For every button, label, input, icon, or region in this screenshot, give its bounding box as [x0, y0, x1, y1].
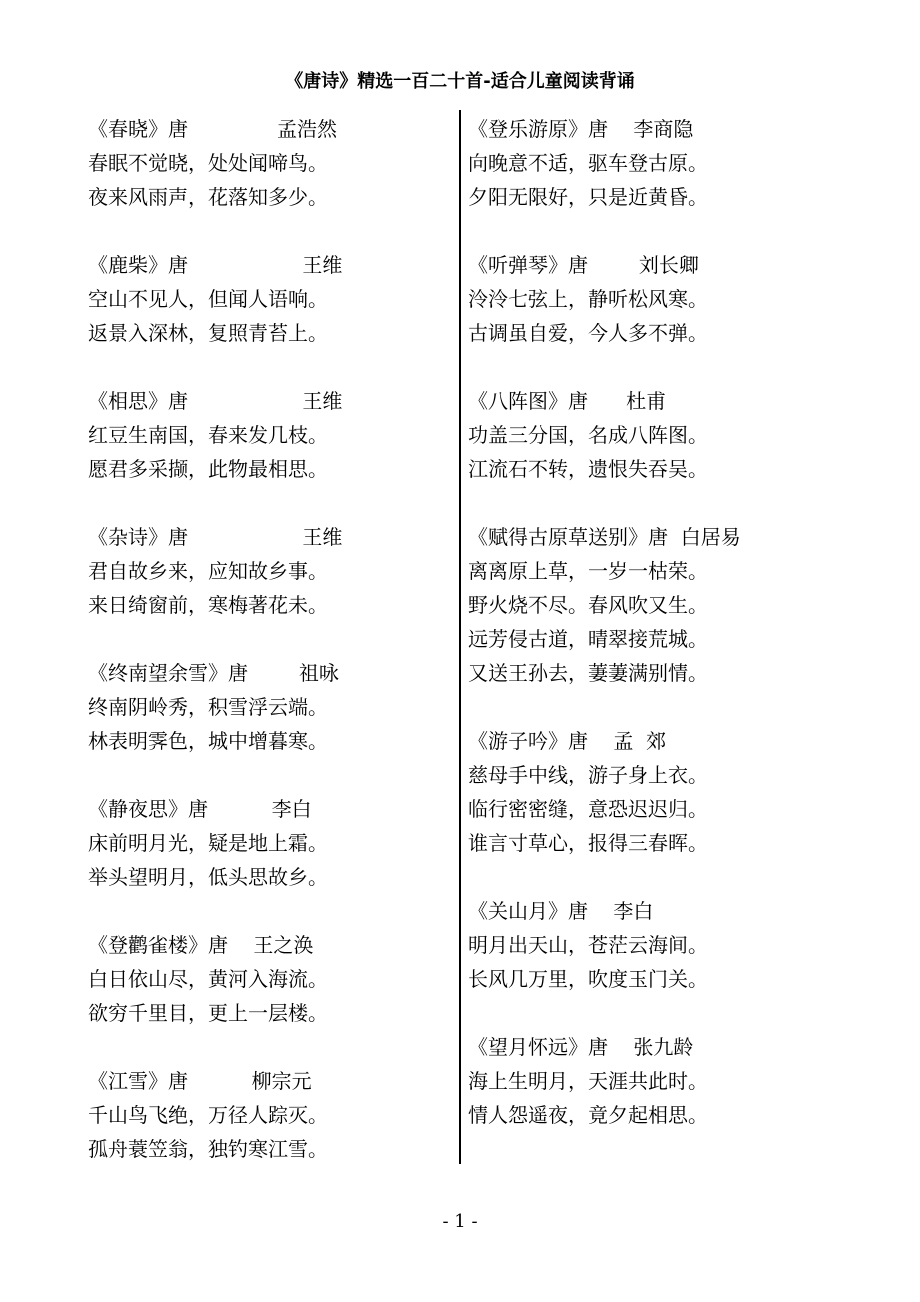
poem-line: 远芳侵古道，晴翠接荒城。	[468, 627, 708, 651]
poem-header: 《杂诗》唐 王维	[88, 525, 343, 549]
poem	[468, 384, 828, 486]
poem-header: 《相思》唐 王维	[88, 389, 343, 413]
poem-header: 《静夜思》唐 李白	[88, 797, 312, 821]
poem	[88, 928, 448, 1030]
poem-line: 离离原上草，一岁一枯荣。	[468, 559, 708, 583]
poem-header: 《春晓》唐 孟浩然	[88, 117, 338, 141]
poem-line: 海上生明月，天涯共此时。	[468, 1069, 708, 1093]
poem-header: 《鹿柴》唐 王维	[88, 253, 343, 277]
poem-line: 功盖三分国，名成八阵图。	[468, 423, 708, 447]
poem	[88, 792, 448, 894]
poem-header: 《八阵图》唐 杜甫	[468, 389, 667, 413]
poem-header: 《游子吟》唐 孟 郊	[468, 729, 667, 753]
poem-line: 长风几万里，吹度玉门关。	[468, 967, 708, 991]
poem	[88, 1064, 448, 1166]
poem	[468, 248, 828, 350]
poem-line: 野火烧不尽。春风吹又生。	[468, 593, 708, 617]
poem-header: 《登鹳雀楼》唐 王之涣	[88, 933, 314, 957]
poem-line: 举头望明月，低头思故乡。	[88, 865, 328, 889]
poem	[88, 520, 448, 622]
page-title: 《唐诗》精选一百二十首-适合儿童阅读背诵	[285, 71, 635, 92]
poem-line: 床前明月光，疑是地上霜。	[88, 831, 328, 855]
poem	[468, 724, 828, 860]
poem-line: 又送王孙去，萋萋满别情。	[468, 661, 708, 685]
poem-header: 《江雪》唐 柳宗元	[88, 1069, 312, 1093]
poem-line: 情人怨遥夜，竟夕起相思。	[468, 1103, 708, 1127]
poem	[468, 1030, 828, 1132]
poem-line: 春眠不觉晓，处处闻啼鸟。	[88, 151, 328, 175]
poem-header: 《终南望余雪》唐 祖咏	[88, 661, 339, 685]
left-column	[88, 112, 448, 1200]
page-number: - 1 -	[442, 1211, 478, 1232]
poem-header: 《赋得古原草送别》唐 白居易	[468, 525, 741, 549]
poem-line: 泠泠七弦上，静听松风寒。	[468, 287, 708, 311]
poem	[88, 656, 448, 758]
poem-header: 《听弹琴》唐 刘长卿	[468, 253, 699, 277]
poem-line: 欲穷千里目，更上一层楼。	[88, 1001, 328, 1025]
poem-line: 夕阳无限好，只是近黄昏。	[468, 185, 708, 209]
poem-line: 白日依山尽，黄河入海流。	[88, 967, 328, 991]
poem-line: 向晚意不适，驱车登古原。	[468, 151, 708, 175]
right-column	[468, 112, 828, 1166]
poem-line: 返景入深林，复照青苔上。	[88, 321, 328, 345]
poem-line: 愿君多采撷，此物最相思。	[88, 457, 328, 481]
poem	[88, 112, 448, 214]
poem-line: 林表明霁色，城中增暮寒。	[88, 729, 328, 753]
poem-line: 古调虽自爱，今人多不弹。	[468, 321, 708, 345]
poem-header: 《登乐游原》唐 李商隐	[468, 117, 694, 141]
poem-line: 来日绮窗前，寒梅著花未。	[88, 593, 328, 617]
poem-line: 临行密密缝，意恐迟迟归。	[468, 797, 708, 821]
poem-line: 夜来风雨声，花落知多少。	[88, 185, 328, 209]
poem-line: 谁言寸草心，报得三春晖。	[468, 831, 708, 855]
poem	[88, 248, 448, 350]
poem-line: 千山鸟飞绝，万径人踪灭。	[88, 1103, 328, 1127]
poem-header: 《望月怀远》唐 张九龄	[468, 1035, 694, 1059]
poem-line: 君自故乡来，应知故乡事。	[88, 559, 328, 583]
poem	[88, 384, 448, 486]
column-divider	[459, 110, 461, 1164]
poem	[468, 112, 828, 214]
poem-line: 红豆生南国，春来发几枝。	[88, 423, 328, 447]
poem	[468, 894, 828, 996]
poem-line: 空山不见人，但闻人语响。	[88, 287, 328, 311]
poem	[468, 520, 828, 690]
poem-line: 江流石不转，遗恨失吞吴。	[468, 457, 708, 481]
poem-line: 明月出天山，苍茫云海间。	[468, 933, 708, 957]
poem-header: 《关山月》唐 李白	[468, 899, 654, 923]
poem-line: 慈母手中线，游子身上衣。	[468, 763, 708, 787]
poem-line: 终南阴岭秀，积雪浮云端。	[88, 695, 328, 719]
poem-line: 孤舟蓑笠翁，独钓寒江雪。	[88, 1137, 328, 1161]
